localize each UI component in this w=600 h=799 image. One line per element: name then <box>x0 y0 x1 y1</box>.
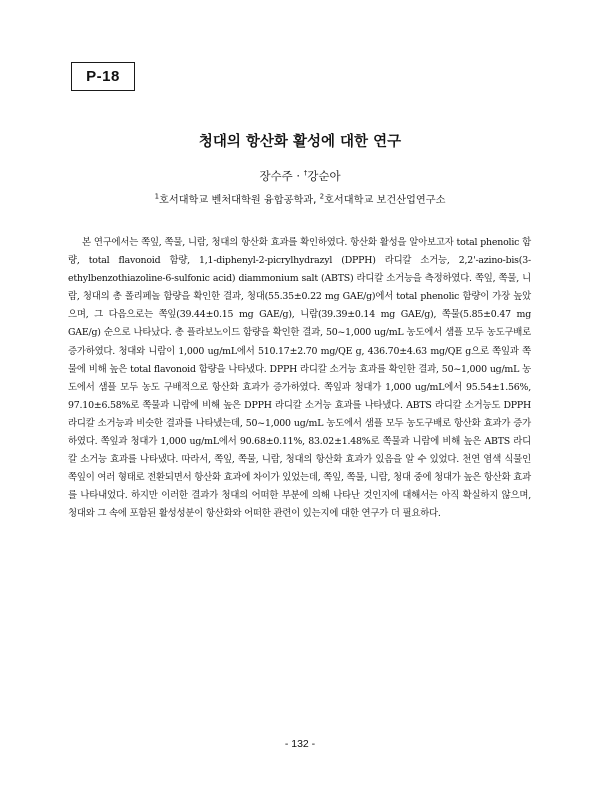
poster-code-box <box>71 62 135 91</box>
affiliation-marker: 1 <box>154 192 160 201</box>
abstract-body: 본 연구에서는 쪽잎, 쪽물, 니람, 청대의 항산화 효과를 확인하였다. 항산화 활성을 알아보고자 total phenolic 함량, total flavonoid 함량, 1,1-diphenyl-2-picrylhydrazyl (DPPH) 라디칼 소거능, 2,2'-azino-bis(3-ethylbenzothiazoline-6-sulfonic acid) diammonium salt (ABTS) 라디칼 소거능을 측정하였다. 쪽잎, 쪽물, 니람, 청대의 총 폴리페놀 함량을 확인한 결과, 청대(55.35±0.22 mg GAE/g)에서 total phenolic 함량이 가장 높았으며, 그 다음으로는 쪽잎(39.44±0.15 mg GAE/g), 니람(39.39±0.14 mg GAE/g), 쪽물(5.85±0.47 mg GAE/g) 순으로 나타났다. 총 플라보노이드 함량을 확인한 결과, 50~1,000 ug/mL 농도에서 샘플 모두 농도구배로 증가하였다. 청대와 니람이 1,000 ug/mL에서 510.17±2.70 mg/QE g, 436.70±4.63 mg/QE g으로 쪽잎과 쪽물에 비해 높은 total flavonoid 함량을 나타냈다. DPPH 라디칼 소거능 효과를 확인한 결과, 50~1,000 ug/mL 농도에서 샘플 모두 농도 구배적으로 항산화 효과가 증가하였다. 쪽잎과 청대가 1,000 ug/mL에서 95.54±1.56%, 97.10±6.58%로 쪽물과 니람에 비해 높은 DPPH 라디칼 소거능 효과를 나타냈다. ABTS 라디칼 소거능도 DPPH 라디칼 소거능과 비슷한 결과를 나타냈는데, 50~1,000 ug/mL 농도에서 샘플 모두 농도구배로 항산화 효과가 증가하였다. 쪽잎과 청대가 1,000 ug/mL에서 90.68±0.11%, 83.02±1.48%로 쪽물과 니람에 비해 높은 ABTS 라디칼 소거능 효과를 나타냈다. 따라서, 쪽잎, 쪽물, 니람, 청대의 항산화 효과가 있음을 알 수 있었다. 천연 염색 식물인 쪽잎이 여러 형태로 전환되면서 항산화 효과에 차이가 있었는데, 쪽잎, 쪽물, 니람, 청대 중에 청대가 높은 항산화 효과를 나타내었다. 하지만 이러한 결과가 청대의 어떠한 부분에 의해 나타난 것인지에 대해서는 아직 확실하지 않으며, 청대와 그 속에 포함된 활성성분이 항산화와 어떠한 관련이 있는지에 대한 연구가 더 필요하다. <box>68 237 531 520</box>
corresponding-author-mark: † <box>303 169 308 178</box>
paper-title: 청대의 항산화 활성에 대한 연구 <box>198 134 402 150</box>
affiliation-text: 호서대학교 벤처대학원 융합공학과, <box>159 195 320 206</box>
affiliation-line <box>0 191 600 206</box>
author-line <box>0 168 600 184</box>
page-number: - 132 - <box>284 738 316 750</box>
author-name: 강순아 <box>307 169 341 183</box>
affiliation-text: 호서대학교 보건산업연구소 <box>324 195 446 206</box>
author-name: 장수주 <box>259 169 293 183</box>
author-separator: · <box>292 169 304 183</box>
affiliation-marker: 2 <box>319 192 325 201</box>
poster-code: P-18 <box>86 68 120 85</box>
